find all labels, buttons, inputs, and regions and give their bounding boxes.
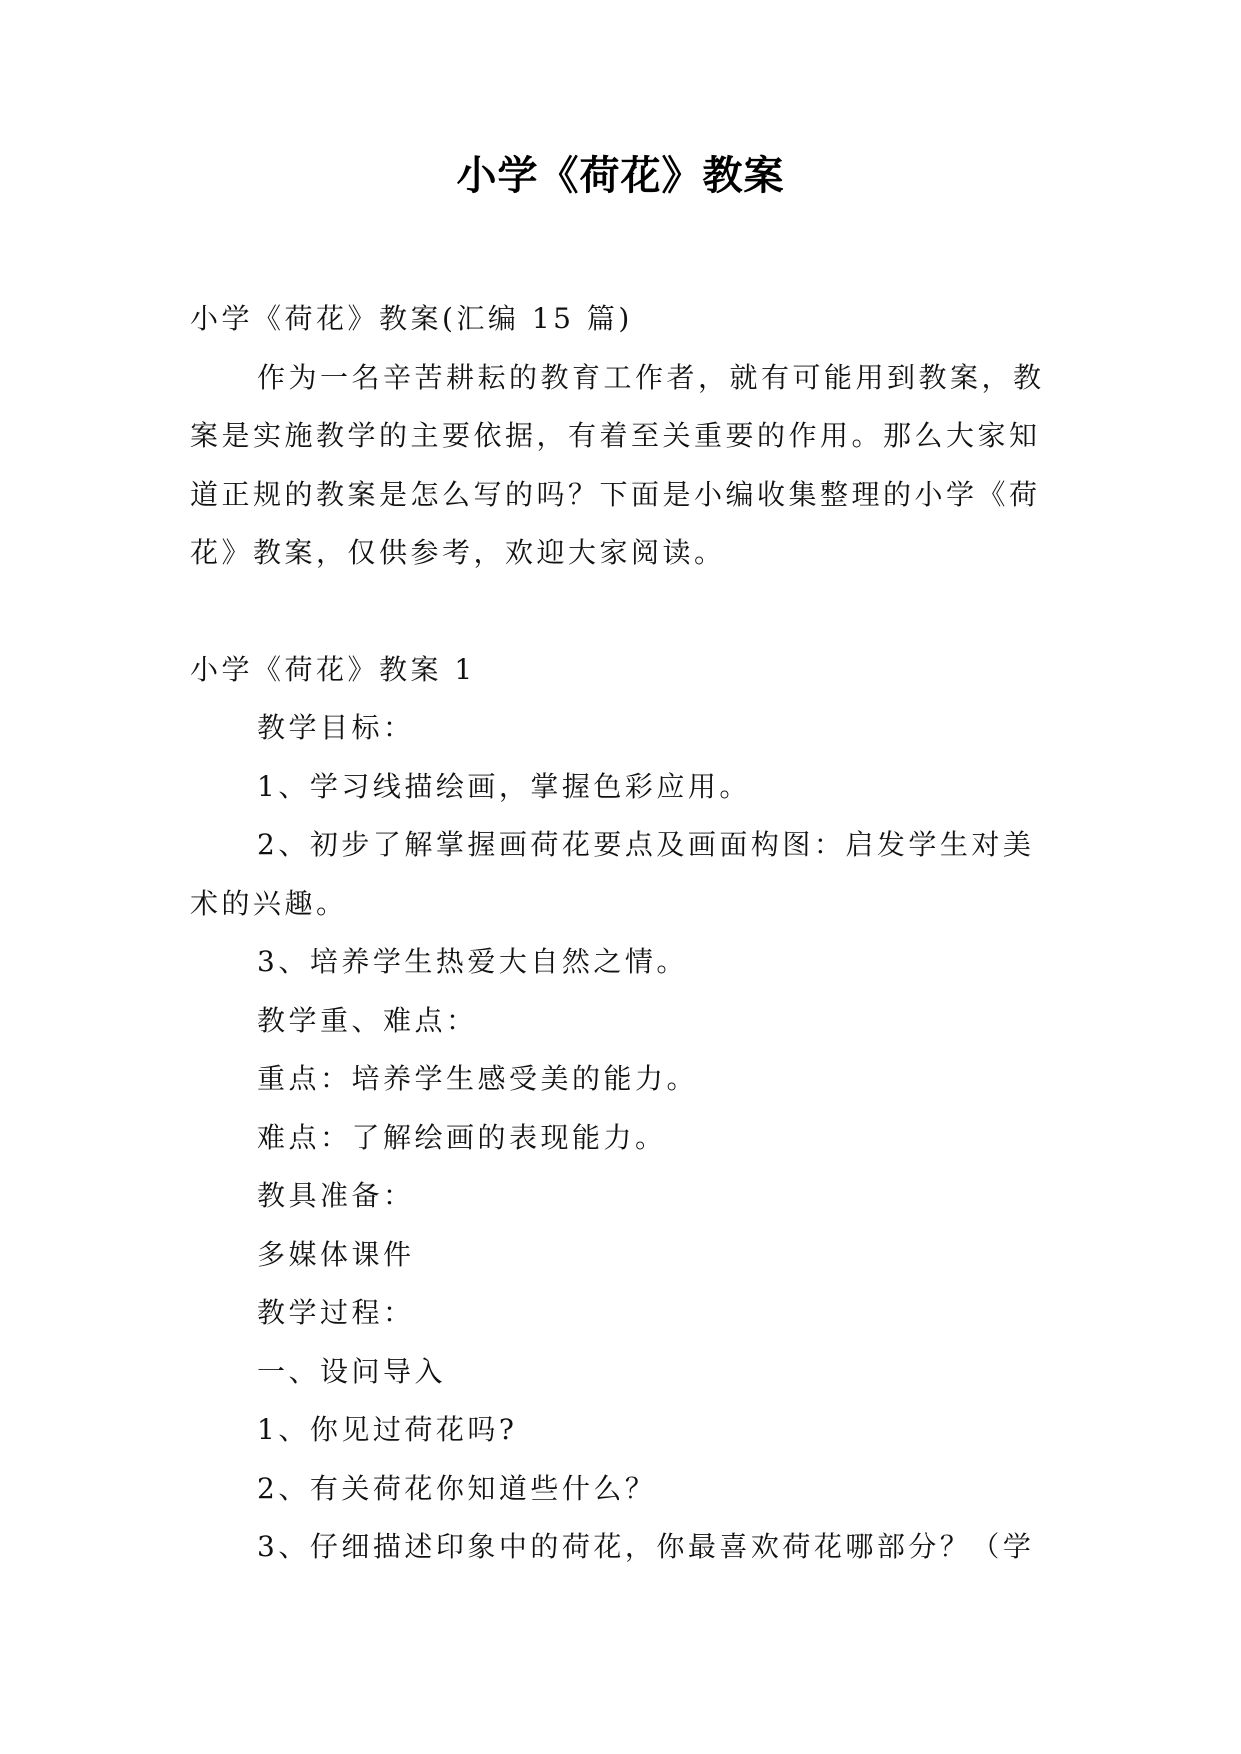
document-subtitle: 小学《荷花》教案(汇编 15 篇) — [190, 302, 633, 335]
goal-item-2: 2、初步了解掌握画荷花要点及画面构图：启发学生对美术的兴趣。 — [190, 828, 1035, 920]
section-heading: 小学《荷花》教案 1 — [190, 652, 476, 686]
process-heading: 教学过程： — [257, 1296, 415, 1329]
question-1: 1、你见过荷花吗? — [257, 1413, 518, 1446]
question-2: 2、有关荷花你知道些什么？ — [257, 1471, 657, 1505]
intro-paragraph: 作为一名辛苦耕耘的教育工作者，就有可能用到教案，教案是实施教学的主要依据，有着至关重要的作用。那么大家知道正规的教案是怎么写的吗？下面是小编收集整理的小学《荷花》教案，仅供参考，欢迎大家阅读。 — [190, 360, 1045, 569]
process-step-heading: 一、设问导入 — [257, 1354, 447, 1388]
key-points-heading: 教学重、难点： — [257, 1003, 478, 1037]
materials-item: 多媒体课件 — [257, 1237, 415, 1271]
document-title: 小学《荷花》教案 — [456, 152, 785, 199]
document-body — [190, 290, 1050, 1577]
materials-heading: 教具准备： — [257, 1179, 415, 1212]
section-gap — [190, 583, 1050, 641]
goal-item-1: 1、学习线描绘画，掌握色彩应用。 — [257, 769, 751, 803]
teaching-goals-heading: 教学目标： — [257, 711, 415, 744]
goal-item-3: 3、培养学生热爱大自然之情。 — [257, 945, 688, 978]
key-point: 重点：培养学生感受美的能力。 — [257, 1062, 699, 1095]
question-3: 3、仔细描述印象中的荷花，你最喜欢荷花哪部分？（学 — [257, 1530, 1035, 1563]
difficult-point: 难点：了解绘画的表现能力。 — [257, 1120, 667, 1154]
